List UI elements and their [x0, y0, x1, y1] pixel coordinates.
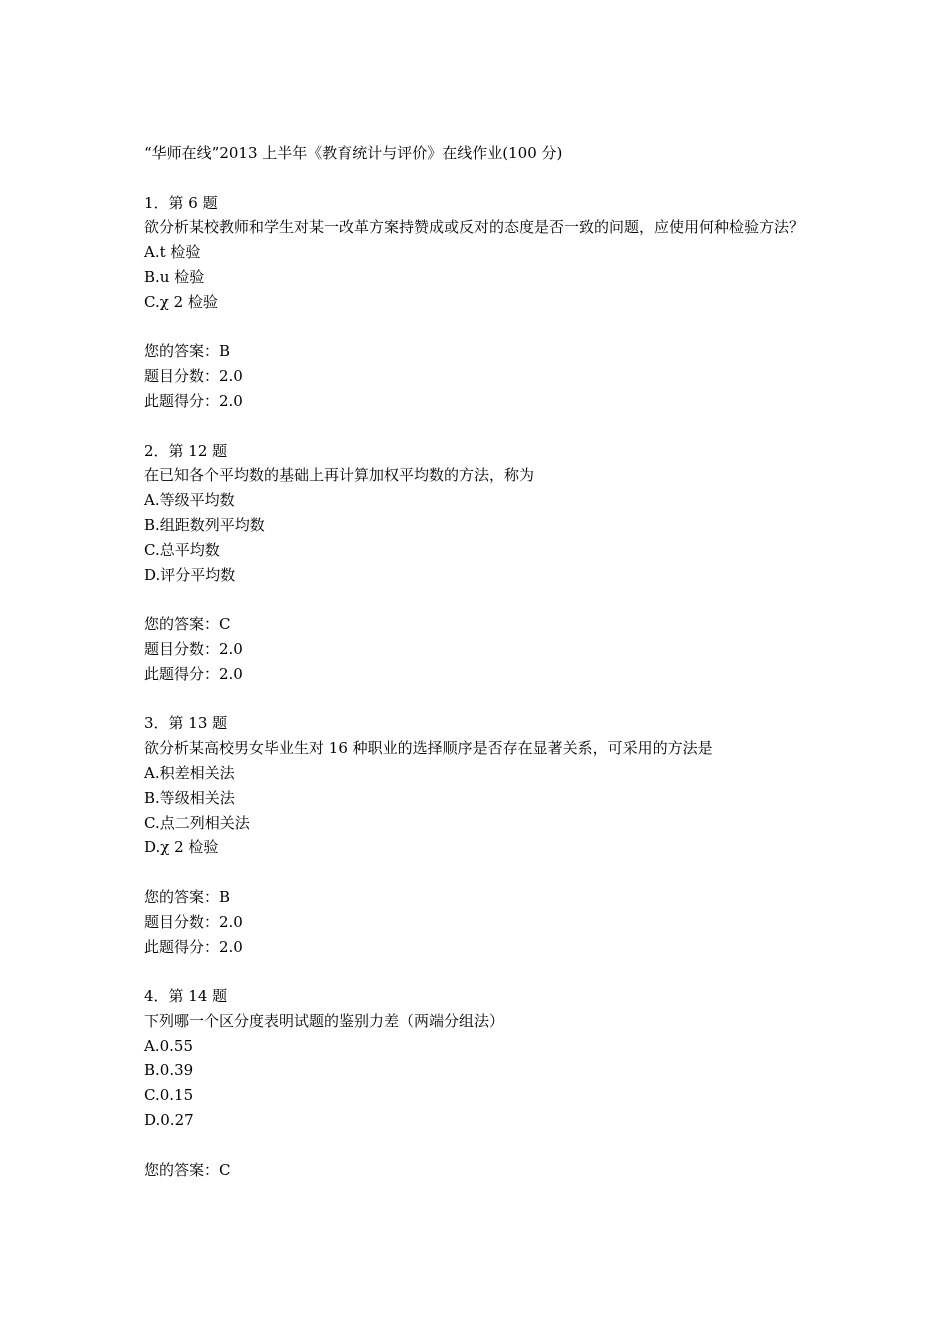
- question-1-result: [144, 339, 824, 413]
- your-answer: 您的答案：C: [144, 1160, 231, 1179]
- option-a: A.t 检验: [144, 243, 201, 262]
- your-answer: 您的答案：B: [144, 887, 231, 906]
- option-c: C.点二列相关法: [144, 813, 250, 832]
- question-header: 4．第 14 题: [144, 987, 228, 1006]
- question-header: 1．第 6 题: [144, 193, 218, 212]
- question-stem: 在已知各个平均数的基础上再计算加权平均数的方法，称为: [144, 466, 535, 485]
- earned-score: 此题得分：2.0: [144, 937, 243, 956]
- your-answer: 您的答案：B: [144, 342, 231, 361]
- question-stem: 欲分析某校教师和学生对某一改革方案持赞成或反对的态度是否一致的问题，应使用何种检验方法？: [144, 218, 805, 237]
- question-header: 3．第 13 题: [144, 714, 228, 733]
- option-a: A.等级平均数: [144, 491, 235, 510]
- question-4: [144, 984, 824, 1133]
- option-c: C.χ 2 检验: [144, 292, 218, 311]
- earned-score: 此题得分：2.0: [144, 391, 243, 410]
- option-c: C.0.15: [144, 1086, 194, 1105]
- question-3-result: [144, 885, 824, 959]
- question-2: [144, 439, 824, 588]
- question-2-result: [144, 612, 824, 686]
- question-score: 题目分数：2.0: [144, 367, 243, 386]
- option-b: B.组距数列平均数: [144, 515, 265, 534]
- question-4-result: [144, 1158, 824, 1183]
- question-3: [144, 711, 824, 860]
- question-stem: 下列哪一个区分度表明试题的鉴别力差（两端分组法）: [144, 1011, 505, 1030]
- option-c: C.总平均数: [144, 540, 220, 559]
- question-stem: 欲分析某高校男女毕业生对 16 种职业的选择顺序是否存在显著关系，可采用的方法是: [144, 739, 713, 758]
- question-score: 题目分数：2.0: [144, 912, 243, 931]
- option-b: B.等级相关法: [144, 788, 235, 807]
- option-d: D.评分平均数: [144, 565, 236, 584]
- question-1: [144, 191, 824, 315]
- earned-score: 此题得分：2.0: [144, 664, 243, 683]
- document-title: “华师在线”2013 上半年《教育统计与评价》在线作业(100 分): [144, 144, 563, 162]
- document-page: [144, 141, 824, 1207]
- option-a: A.0.55: [144, 1036, 193, 1055]
- your-answer: 您的答案：C: [144, 615, 231, 634]
- option-b: B.0.39: [144, 1061, 194, 1080]
- option-d: D.0.27: [144, 1111, 194, 1130]
- question-score: 题目分数：2.0: [144, 639, 243, 658]
- option-d: D.χ 2 检验: [144, 838, 219, 857]
- option-b: B.u 检验: [144, 267, 205, 286]
- option-a: A.积差相关法: [144, 763, 235, 782]
- question-header: 2．第 12 题: [144, 441, 228, 460]
